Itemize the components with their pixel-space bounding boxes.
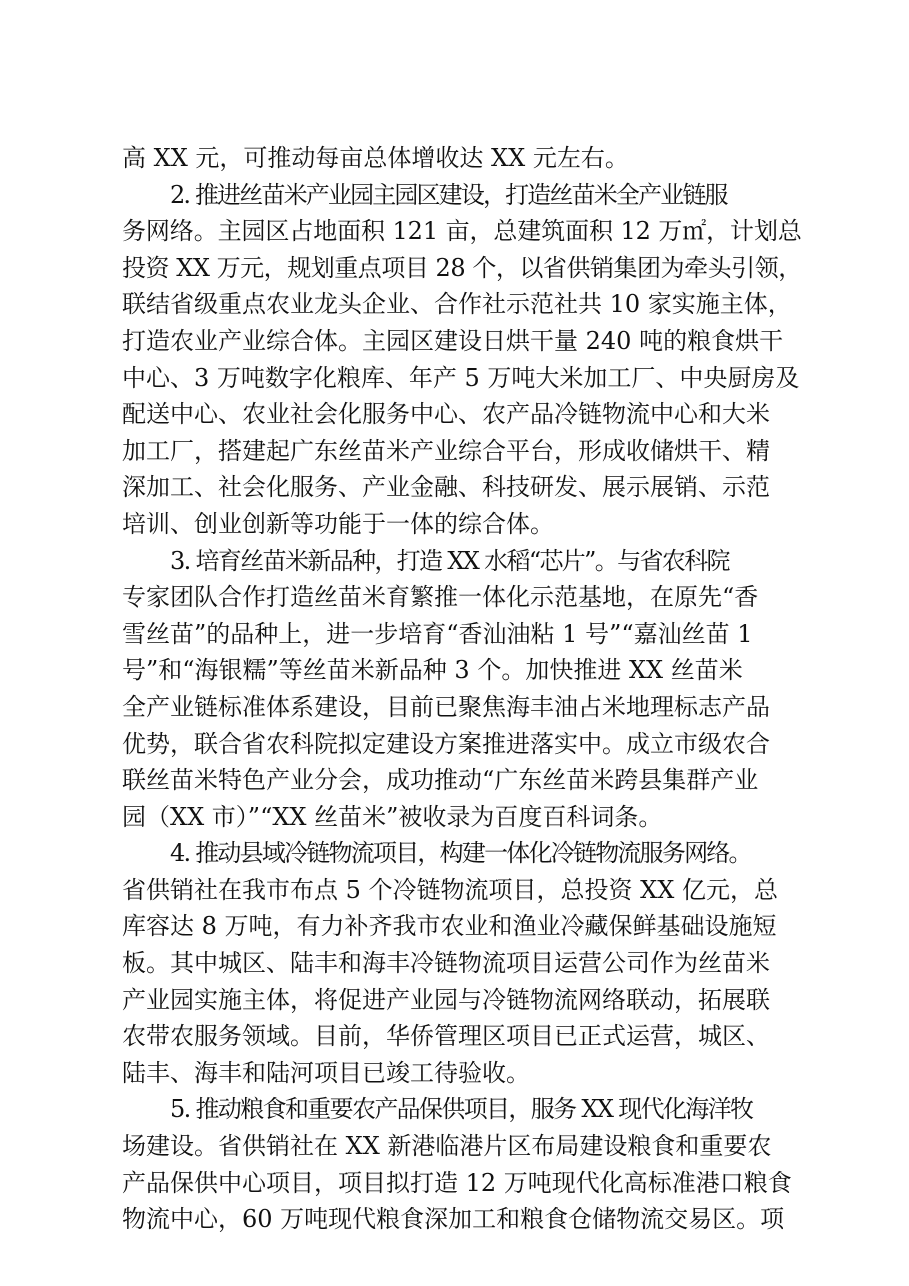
text-line: 场建设。省供销社在 XX 新港临港片区布局建设粮食和重要农 [122, 1132, 772, 1161]
text-line: 库容达 8 万吨，有力补齐我市农业和渔业冷藏保鲜基础设施短 [122, 912, 777, 941]
text-line: 园（XX 市）”“XX 丝苗米”被收录为百度百科词条。 [122, 802, 663, 831]
text-line: 深加工、社会化服务、产业金融、科技研发、展示展销、示范 [122, 473, 770, 502]
text-line: 打造农业产业综合体。主园区建设日烘干量 240 吨的粮食烘干 [122, 326, 784, 355]
text-line: 陆丰、海丰和陆河项目已竣工待验收。 [122, 1058, 530, 1087]
text-line: 5. 推动粮食和重要农产品保供项目，服务 XX 现代化海洋牧 [170, 1095, 753, 1124]
text-line: 优势，联合省农科院拟定建设方案推进落实中。成立市级农合 [122, 729, 770, 758]
text-line: 农带农服务领域。目前，华侨管理区项目已正式运营，城区、 [122, 1022, 770, 1051]
text-line: 高 XX 元，可推动每亩总体增收达 XX 元左右。 [122, 144, 629, 172]
paragraph [122, 177, 802, 543]
text-line: 省供销社在我市布点 5 个冷链物流项目，总投资 XX 亿元，总 [122, 875, 778, 904]
text-line: 3. 培育丝苗米新品种，打造 XX 水稻“芯片”。与省农科院 [170, 546, 729, 575]
text-line: 板。其中城区、陆丰和海丰冷链物流项目运营公司作为丝苗米 [122, 949, 770, 978]
text-line: 雪丝苗”的品种上，进一步培育“香汕油粘 1 号”“嘉汕丝苗 1 [122, 619, 753, 648]
paragraph [122, 543, 802, 836]
text-line: 加工厂，搭建起广东丝苗米产业综合平台，形成收储烘干、精 [122, 436, 770, 465]
text-line: 号”和“海银糯”等丝苗米新品种 3 个。加快推进 XX 丝苗米 [122, 656, 743, 685]
text-line: 务网络。主园区占地面积 121 亩，总建筑面积 12 万㎡，计划总 [122, 217, 802, 246]
text-line: 全产业链标准体系建设，目前已聚焦海丰油占米地理标志产品 [122, 692, 770, 721]
text-line: 产品保供中心项目，项目拟打造 12 万吨现代化高标准港口粮食 [122, 1168, 792, 1197]
paragraph [122, 1091, 802, 1237]
text-line: 培训、创业创新等功能于一体的综合体。 [122, 509, 554, 538]
text-line: 4. 推动县域冷链物流项目，构建一体化冷链物流服务网络。 [170, 839, 751, 868]
text-line: 2. 推进丝苗米产业园主园区建设，打造丝苗米全产业链服 [170, 180, 727, 209]
document-body [122, 140, 802, 1238]
text-line: 联结省级重点农业龙头企业、合作社示范社共 10 家实施主体， [122, 290, 792, 319]
text-line: 投资 XX 万元，规划重点项目 28 个，以省供销集团为牵头引领， [122, 253, 802, 282]
text-line: 专家团队合作打造丝苗米育繁推一体化示范基地，在原先“香 [122, 583, 759, 612]
text-line: 配送中心、农业社会化服务中心、农产品冷链物流中心和大米 [122, 400, 770, 429]
paragraph [122, 140, 802, 177]
text-line: 联丝苗米特色产业分会，成功推动“广东丝苗米跨县集群产业 [122, 766, 759, 795]
text-line: 物流中心，60 万吨现代粮食深加工和粮食仓储物流交易区。项 [122, 1205, 785, 1234]
paragraph [122, 835, 802, 1091]
text-line: 产业园实施主体，将促进产业园与冷链物流网络联动，拓展联 [122, 985, 770, 1014]
text-line: 中心、3 万吨数字化粮库、年产 5 万吨大米加工厂、中央厨房及 [122, 363, 800, 392]
